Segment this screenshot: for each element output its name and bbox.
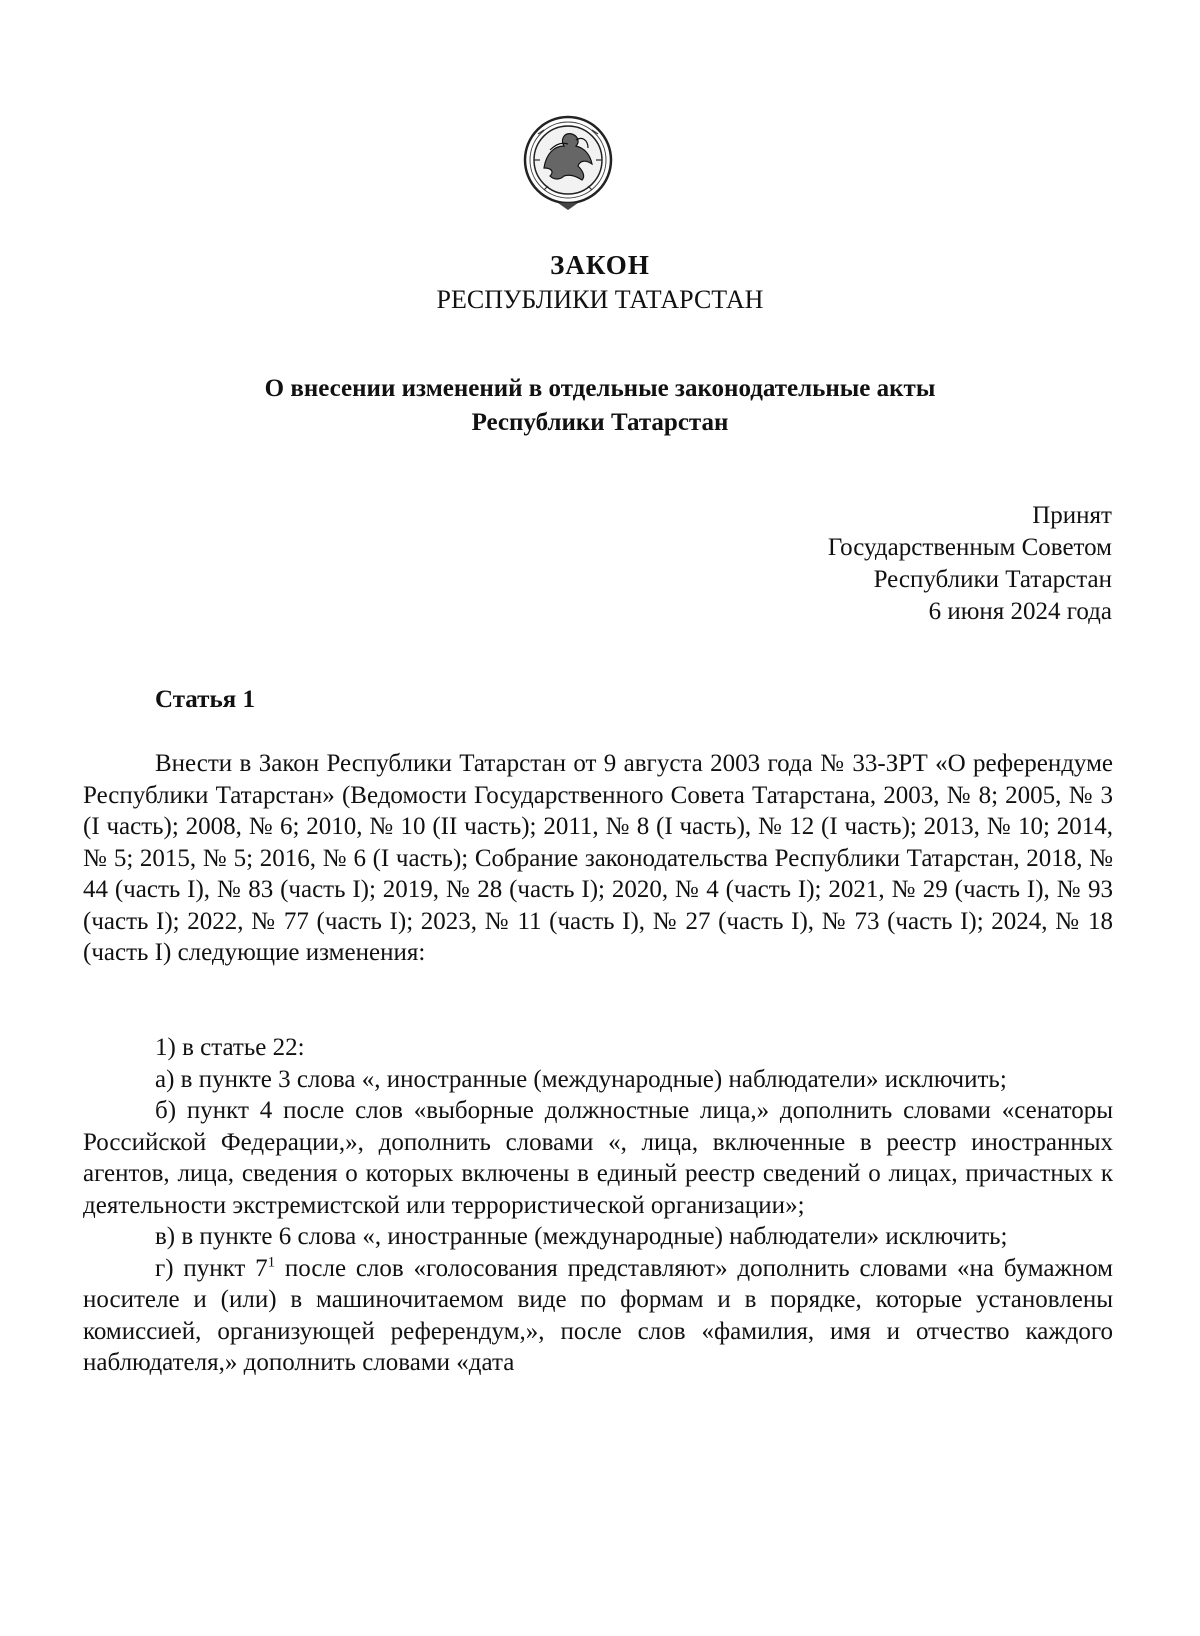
item-1: 1) в статье 22: (155, 1034, 305, 1061)
law-heading: ЗАКОН (550, 250, 650, 280)
coat-of-arms-emblem (520, 110, 616, 216)
adoption-line: Республики Татарстан (873, 566, 1112, 593)
article-intro (83, 748, 1113, 969)
item-g (83, 1253, 1113, 1379)
item-g-superscript: 1 (267, 1254, 276, 1271)
adoption-line: Государственным Советом (827, 534, 1112, 561)
item-v: в) в пункте 6 слова «, иностранные (международные) наблюдатели» исключить; (155, 1223, 1008, 1250)
republic-heading: РЕСПУБЛИКИ ТАТАРСТАН (436, 285, 764, 314)
article-title: Статья 1 (155, 686, 255, 713)
adoption-line: Принят (1032, 502, 1112, 529)
law-subject-line: Республики Татарстан (471, 409, 729, 436)
adoption-block (828, 500, 1112, 628)
amendment-list (83, 1032, 1113, 1379)
item-g-rest: после слов «голосования представляют» дополнить словами «на бумажном носителе и (или) в машиночитаемом виде по формам и в порядке, которые установлены комиссией, организующей референдум,», после слов «фамилия, имя и отчество каждого наблюдателя,» дополнить словами «дата (83, 1254, 1113, 1376)
item-b: б) пункт 4 после слов «выборные должностные лица,» дополнить словами «сенаторы Российской Федерации,», дополнить словами «, лица, включенные в реестр иностранных агентов, лица, сведения о которых включены в единый реестр сведений о лицах, причастных к деятельности экстремистской или террористической организации»; (83, 1097, 1113, 1219)
item-a: а) в пункте 3 слова «, иностранные (международные) наблюдатели» исключить; (155, 1065, 1007, 1093)
intro-paragraph: Внести в Закон Республики Татарстан от 9 августа 2003 года № 33-ЗРТ «О референдуме Республики Татарстан» (Ведомости Государственного Совета Татарстана, 2003, № 8; 2005, № 3 (I часть); 2008, № 6; 2010, № 10 (II часть); 2011, № 8 (I часть), № 12 (I часть); 2013, № 10; 2014, № 5; 2015, № 5; 2016, № 6 (I часть); Собрание законодательства Республики Татарстан, 2018, № 44 (часть I), № 83 (часть I); 2019, № 28 (часть I); 2020, № 4 (часть I); 2021, № 29 (часть I), № 93 (часть I); 2022, № 77 (часть I); 2023, № 11 (часть I), № 27 (часть I), № 73 (часть I); 2024, № 18 (часть I) следующие изменения: (83, 750, 1113, 966)
item-g-start: г) пункт 7 (155, 1254, 268, 1282)
law-subject-line: О внесении изменений в отдельные законодательные акты (264, 375, 936, 402)
adoption-date: 6 июня 2024 года (928, 598, 1112, 625)
law-subject (0, 372, 1200, 440)
